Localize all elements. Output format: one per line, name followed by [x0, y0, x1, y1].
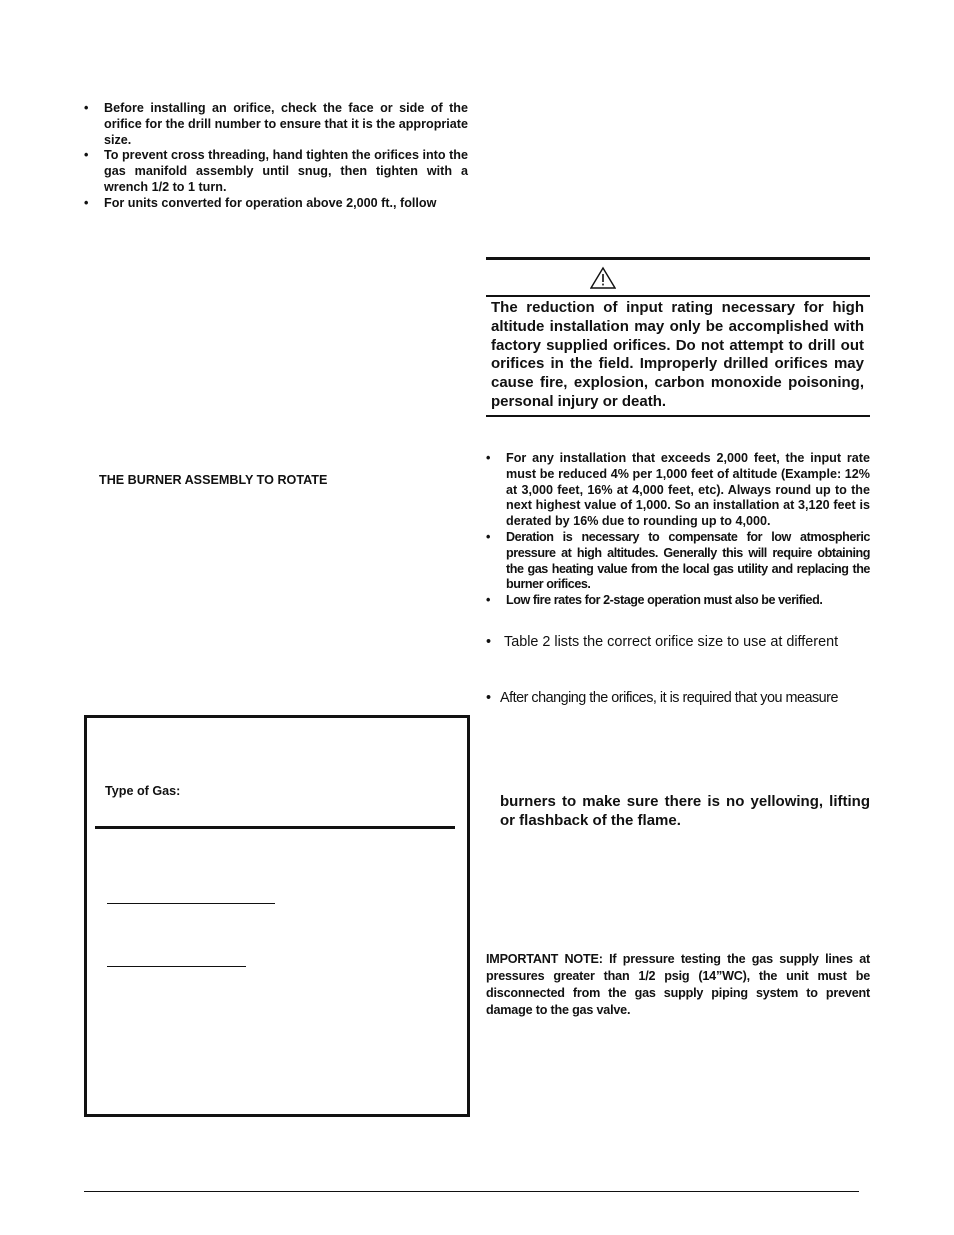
list-item: • For units converted for operation above 2,000 ft., follow: [84, 195, 437, 210]
list-item-text: Before installing an orifice, check the face or side of the orifice for the drill number to ensure that it is the appropriate size.: [104, 101, 468, 147]
warning-bottom-rule: [486, 415, 870, 417]
warning-divider: [486, 295, 870, 297]
list-item: • To prevent cross threading, hand tighten the orifices into the gas manifold assembly until snug, then tighten with a wrench 1/2 to 1 turn.: [84, 148, 468, 194]
list-item-text: After changing the orifices, it is required that you measure: [500, 690, 838, 706]
list-item-text: Table 2 lists the correct orifice size to use at different: [504, 634, 839, 650]
high-altitude-list: [486, 451, 870, 609]
warning-top-rule: [486, 257, 870, 260]
list-item-text: To prevent cross threading, hand tighten the orifices into the gas manifold assembly until snug, then tighten with a wrench 1/2 to 1 turn.: [104, 148, 468, 194]
gas-conversion-box: [84, 715, 470, 1117]
divider: [95, 826, 455, 829]
fill-in-line: [107, 903, 275, 904]
list-item: • Before installing an orifice, check the face or side of the orifice for the drill number to ensure that it is the appropriate size.: [84, 101, 468, 147]
footer-rule: [84, 1191, 859, 1192]
list-item-text: Deration is necessary to compensate for low atmospheric pressure at high altitudes. Generally this will require obtaining the gas heating value from the local gas utility and replacing the burner orifices.: [506, 529, 870, 592]
list-item-text: For any installation that exceeds 2,000 feet, the input rate must be reduced 4% per 1,000 feet of altitude (Example: 12% at 3,000 feet, 16% at 4,000 feet, etc). Always round up to the next highest value of 1,000. So an installation at 3,120 feet is derated by 16% due to rounding up to 4,000.: [506, 451, 870, 529]
list-item-text: For units converted for operation above 2,000 ft., follow: [104, 195, 437, 210]
warning-text: The reduction of input rating necessary for high altitude installation may only be accomplished with factory supplied orifices. Do not attempt to drill out orifices in the field. Improperly drilled orifices may cause fire, explosion, carbon monoxide poisoning, personal injury or death.: [491, 299, 864, 410]
list-item: • For any installation that exceeds 2,000 feet, the input rate must be reduced 4% per 1,000 feet of altitude (Example: 12% at 3,000 feet, 16% at 4,000 feet, etc). Always round up to the next highest value of 1,000. So an installation at 3,120 feet is derated by 16% due to rounding up to 4,000.: [486, 451, 870, 529]
warning-triangle-icon: [590, 266, 616, 290]
flame-check-text: burners to make sure there is no yellowing, lifting or flashback of the flame.: [500, 793, 870, 829]
type-of-gas-label: Type of Gas:: [105, 784, 181, 798]
burner-assembly-label: THE BURNER ASSEMBLY TO ROTATE: [99, 473, 328, 487]
list-item: • Low fire rates for 2-stage operation must also be verified.: [486, 593, 823, 608]
table-reference-bullet: • Table 2 lists the correct orifice size to use at different: [486, 634, 839, 650]
list-item: • Deration is necessary to compensate for low atmospheric pressure at high altitudes. Generally this will require obtaining the gas heating value from the local gas utility and replacing the burner orifices.: [486, 529, 870, 592]
measure-bullet: • After changing the orifices, it is required that you measure: [486, 690, 838, 706]
fill-in-line: [107, 966, 246, 967]
list-item-text: Low fire rates for 2-stage operation must also be verified.: [506, 593, 823, 608]
orifice-instructions-list: [84, 101, 468, 212]
important-note: IMPORTANT NOTE: If pressure testing the gas supply lines at pressures greater than 1/2 psig (14”WC), the unit must be disconnected from the gas supply piping system to prevent damage to the gas valve.: [486, 952, 870, 1017]
